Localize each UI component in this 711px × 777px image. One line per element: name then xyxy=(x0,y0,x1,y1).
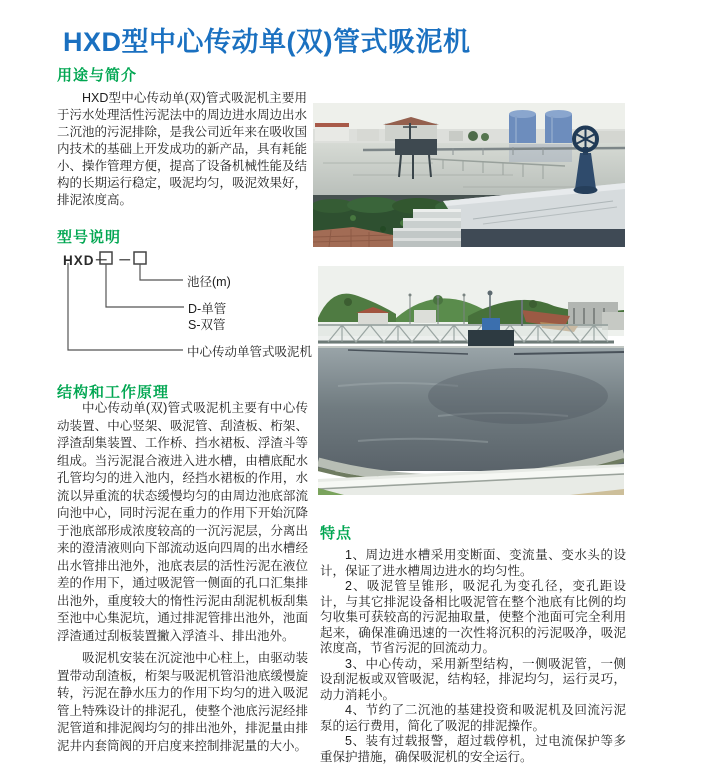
structure-paragraph-2: 吸泥机安装在沉淀池中心柱上，由驱动装置带动刮渣板，桁架与吸泥机管沿池底缓慢旋转，污泥在静水压力的作用下均匀的进入吸泥管上特殊设计的排泥孔，使整个池底污泥经排泥管道和排泥阀均匀的排出池外，排泥量由排泥井内套筒阀的开启度来控制排泥量的大小。 xyxy=(57,651,308,753)
model-label-single-pipe: D-单管 xyxy=(188,302,227,316)
model-label-diameter: 池径(m) xyxy=(187,275,231,289)
section-heading-usage: 用途与简介 xyxy=(57,67,138,84)
section-heading-structure: 结构和工作原理 xyxy=(57,384,170,401)
plant-overview-illustration xyxy=(313,103,625,247)
feature-item: 1、周边进水槽采用变断面、变流量、变水头的设计，保证了进水槽周边进水的均匀性。 xyxy=(320,548,626,578)
usage-paragraph: HXD型中心传动单(双)管式吸泥机主要用于污水处理活性污泥法中的周边进水周边出水二沉池的污泥排除，是我公司近年来在吸收国内技术的基础上开发成功的新产品，具有耗能小、操作管理方便，提高了设备机械性能及结构的长期运行稳定，吸泥均匀，吸泥效果好，排泥浓度高。 xyxy=(57,91,308,207)
model-code-diagram xyxy=(57,249,313,367)
feature-item: 5、装有过载报警，超过载停机，过电流保护等多重保护措施，确保吸泥机的安全运行。 xyxy=(320,734,626,764)
diagram-line-pipe-type xyxy=(106,264,184,307)
model-label-double-pipe: S-双管 xyxy=(188,318,226,332)
diagram-line-diameter xyxy=(140,264,183,280)
page-title: HXD型中心传动单(双)管式吸泥机 xyxy=(63,27,471,57)
usage-section xyxy=(57,90,307,209)
section-heading-model: 型号说明 xyxy=(57,229,122,246)
section-heading-features: 特点 xyxy=(320,525,353,542)
pool-water xyxy=(318,346,624,471)
model-code-box-2 xyxy=(134,252,146,264)
clarifier-pool-illustration xyxy=(318,266,624,495)
feature-item: 4、节约了二沉池的基建投资和吸泥机及回流污泥泵的运行费用，简化了吸泥的排泥操作。 xyxy=(320,703,626,733)
feature-item: 3、中心传动，采用新型结构，一侧吸泥管，一侧设刮泥板或双管吸泥，结构轻，排泥均匀，运行灵巧，动力消耗小。 xyxy=(320,656,626,702)
model-code-separator: － xyxy=(118,253,133,268)
structure-section xyxy=(57,400,308,755)
model-label-machine-name: 中心传动单管式吸泥机 xyxy=(187,345,313,359)
feature-item: 2、吸泥管呈锥形，吸泥孔为变孔径，变孔距设计，与其它排泥设备相比吸泥管在整个池底有比例的均匀收集可获较高的污泥抽取量，使整个池面可完全利用起来，确保准确迅速的一次性将沉积的污泥吸净，吸泥浓度高，节省污泥的回流动力。 xyxy=(320,579,626,655)
center-drive-clarifier-pool-photo xyxy=(318,266,624,495)
structure-paragraph-1: 中心传动单(双)管式吸泥机主要有中心传动装置、中心竖架、吸泥管、刮渣板、桁架、浮渣刮集装置、工作桥、挡水裙板、浮渣斗等组成。当污泥混合液进入进水槽，由槽底配水孔管均匀的进入池内，经挡水裙板的作用，水流以异重流的状态缓慢均匀的由周边池底部流向池中心，同时污泥在重力的作用下开始沉降于池底部形成浓度较高的一沉污泥层，分离出来的澄清液则向下部流动返向四周的出水槽经出水管排出池外，池底表层的活性污泥在液位差的作用下，通过吸泥管一侧面的孔口汇集排出池外，重度较大的惰性污泥由刮泥机板刮集至池中心集泥坑，通过排泥管排出池外，池面浮渣通过刮板装置撇入浮渣斗、排出池外。 xyxy=(57,401,308,643)
secondary-clarifier-site-photo xyxy=(313,103,625,247)
features-section xyxy=(320,548,626,765)
model-code-prefix: HXD－ xyxy=(63,253,110,268)
